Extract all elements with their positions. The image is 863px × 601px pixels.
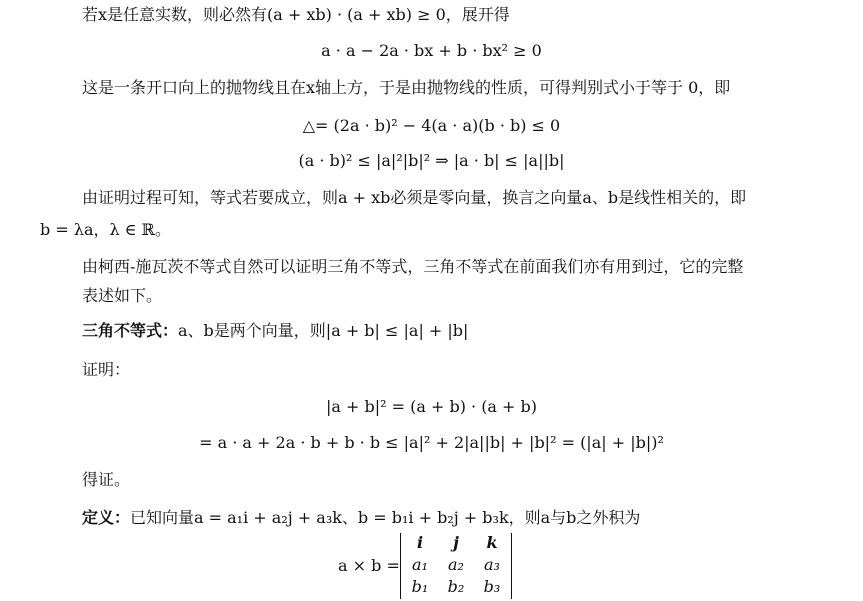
determinant-matrix: [400, 533, 512, 599]
proof-label: 证明：: [82, 360, 131, 379]
proof-qed: 得证。: [82, 470, 131, 489]
definition-cross-product: [0, 507, 863, 529]
equation-cauchy-schwarz: (a · b)² ≤ |a|²|b|² ⇒ |a · b| ≤ |a||b|: [298, 151, 565, 170]
det-cell-r2c1: a₁: [412, 555, 428, 574]
paragraph-equality-condition-cont: b = λa，λ ∈ ℝ。: [40, 220, 171, 239]
paragraph-triangle-intro-cont: 表述如下。: [82, 286, 163, 305]
det-cell-r1c1: i: [416, 533, 424, 552]
definition-text: 已知向量a = a₁i + a₂j + a₃k、b = b₁i + b₂j + b₃k，则a与b之外积为: [130, 508, 641, 527]
equation-discriminant: △= (2a · b)² − 4(a · a)(b · b) ≤ 0: [302, 116, 561, 135]
equation-proof-line2: = a · a + 2a · b + b · b ≤ |a|² + 2|a||b| + |b|² = (|a| + |b|)²: [199, 433, 664, 452]
cross-product-lhs: a × b =: [338, 556, 400, 575]
det-cell-r2c2: a₂: [448, 555, 464, 574]
theorem-text: a、b是两个向量，则|a + b| ≤ |a| + |b|: [178, 321, 469, 340]
paragraph-triangle-intro: 由柯西-施瓦茨不等式自然可以证明三角不等式，三角不等式在前面我们亦有用到过，它的完整: [82, 257, 744, 276]
det-cell-r3c3: b₃: [483, 577, 501, 596]
theorem-triangle-inequality: [0, 320, 863, 342]
equation-proof-line1: |a + b|² = (a + b) · (a + b): [325, 397, 538, 416]
paragraph-expansion: 若x是任意实数，则必然有(a + xb) · (a + xb) ≥ 0，展开得: [82, 5, 510, 24]
det-cell-r1c2: j: [453, 533, 459, 552]
det-cell-r3c2: b₂: [447, 577, 465, 596]
det-cell-r3c1: b₁: [411, 577, 429, 596]
det-cell-r1c3: k: [486, 533, 498, 552]
paragraph-equality-condition: 由证明过程可知，等式若要成立，则a + xb必须是零向量，换言之向量a、b是线性相关的，即: [82, 188, 747, 207]
det-cell-r2c3: a₃: [484, 555, 500, 574]
definition-label: 定义：: [82, 508, 131, 527]
theorem-label: 三角不等式：: [82, 321, 179, 340]
paragraph-parabola: 这是一条开口向上的抛物线且在x轴上方，于是由抛物线的性质，可得判别式小于等于 0，即: [82, 78, 731, 97]
equation-expanded: a · a − 2a · bx + b · bx² ≥ 0: [321, 41, 542, 60]
